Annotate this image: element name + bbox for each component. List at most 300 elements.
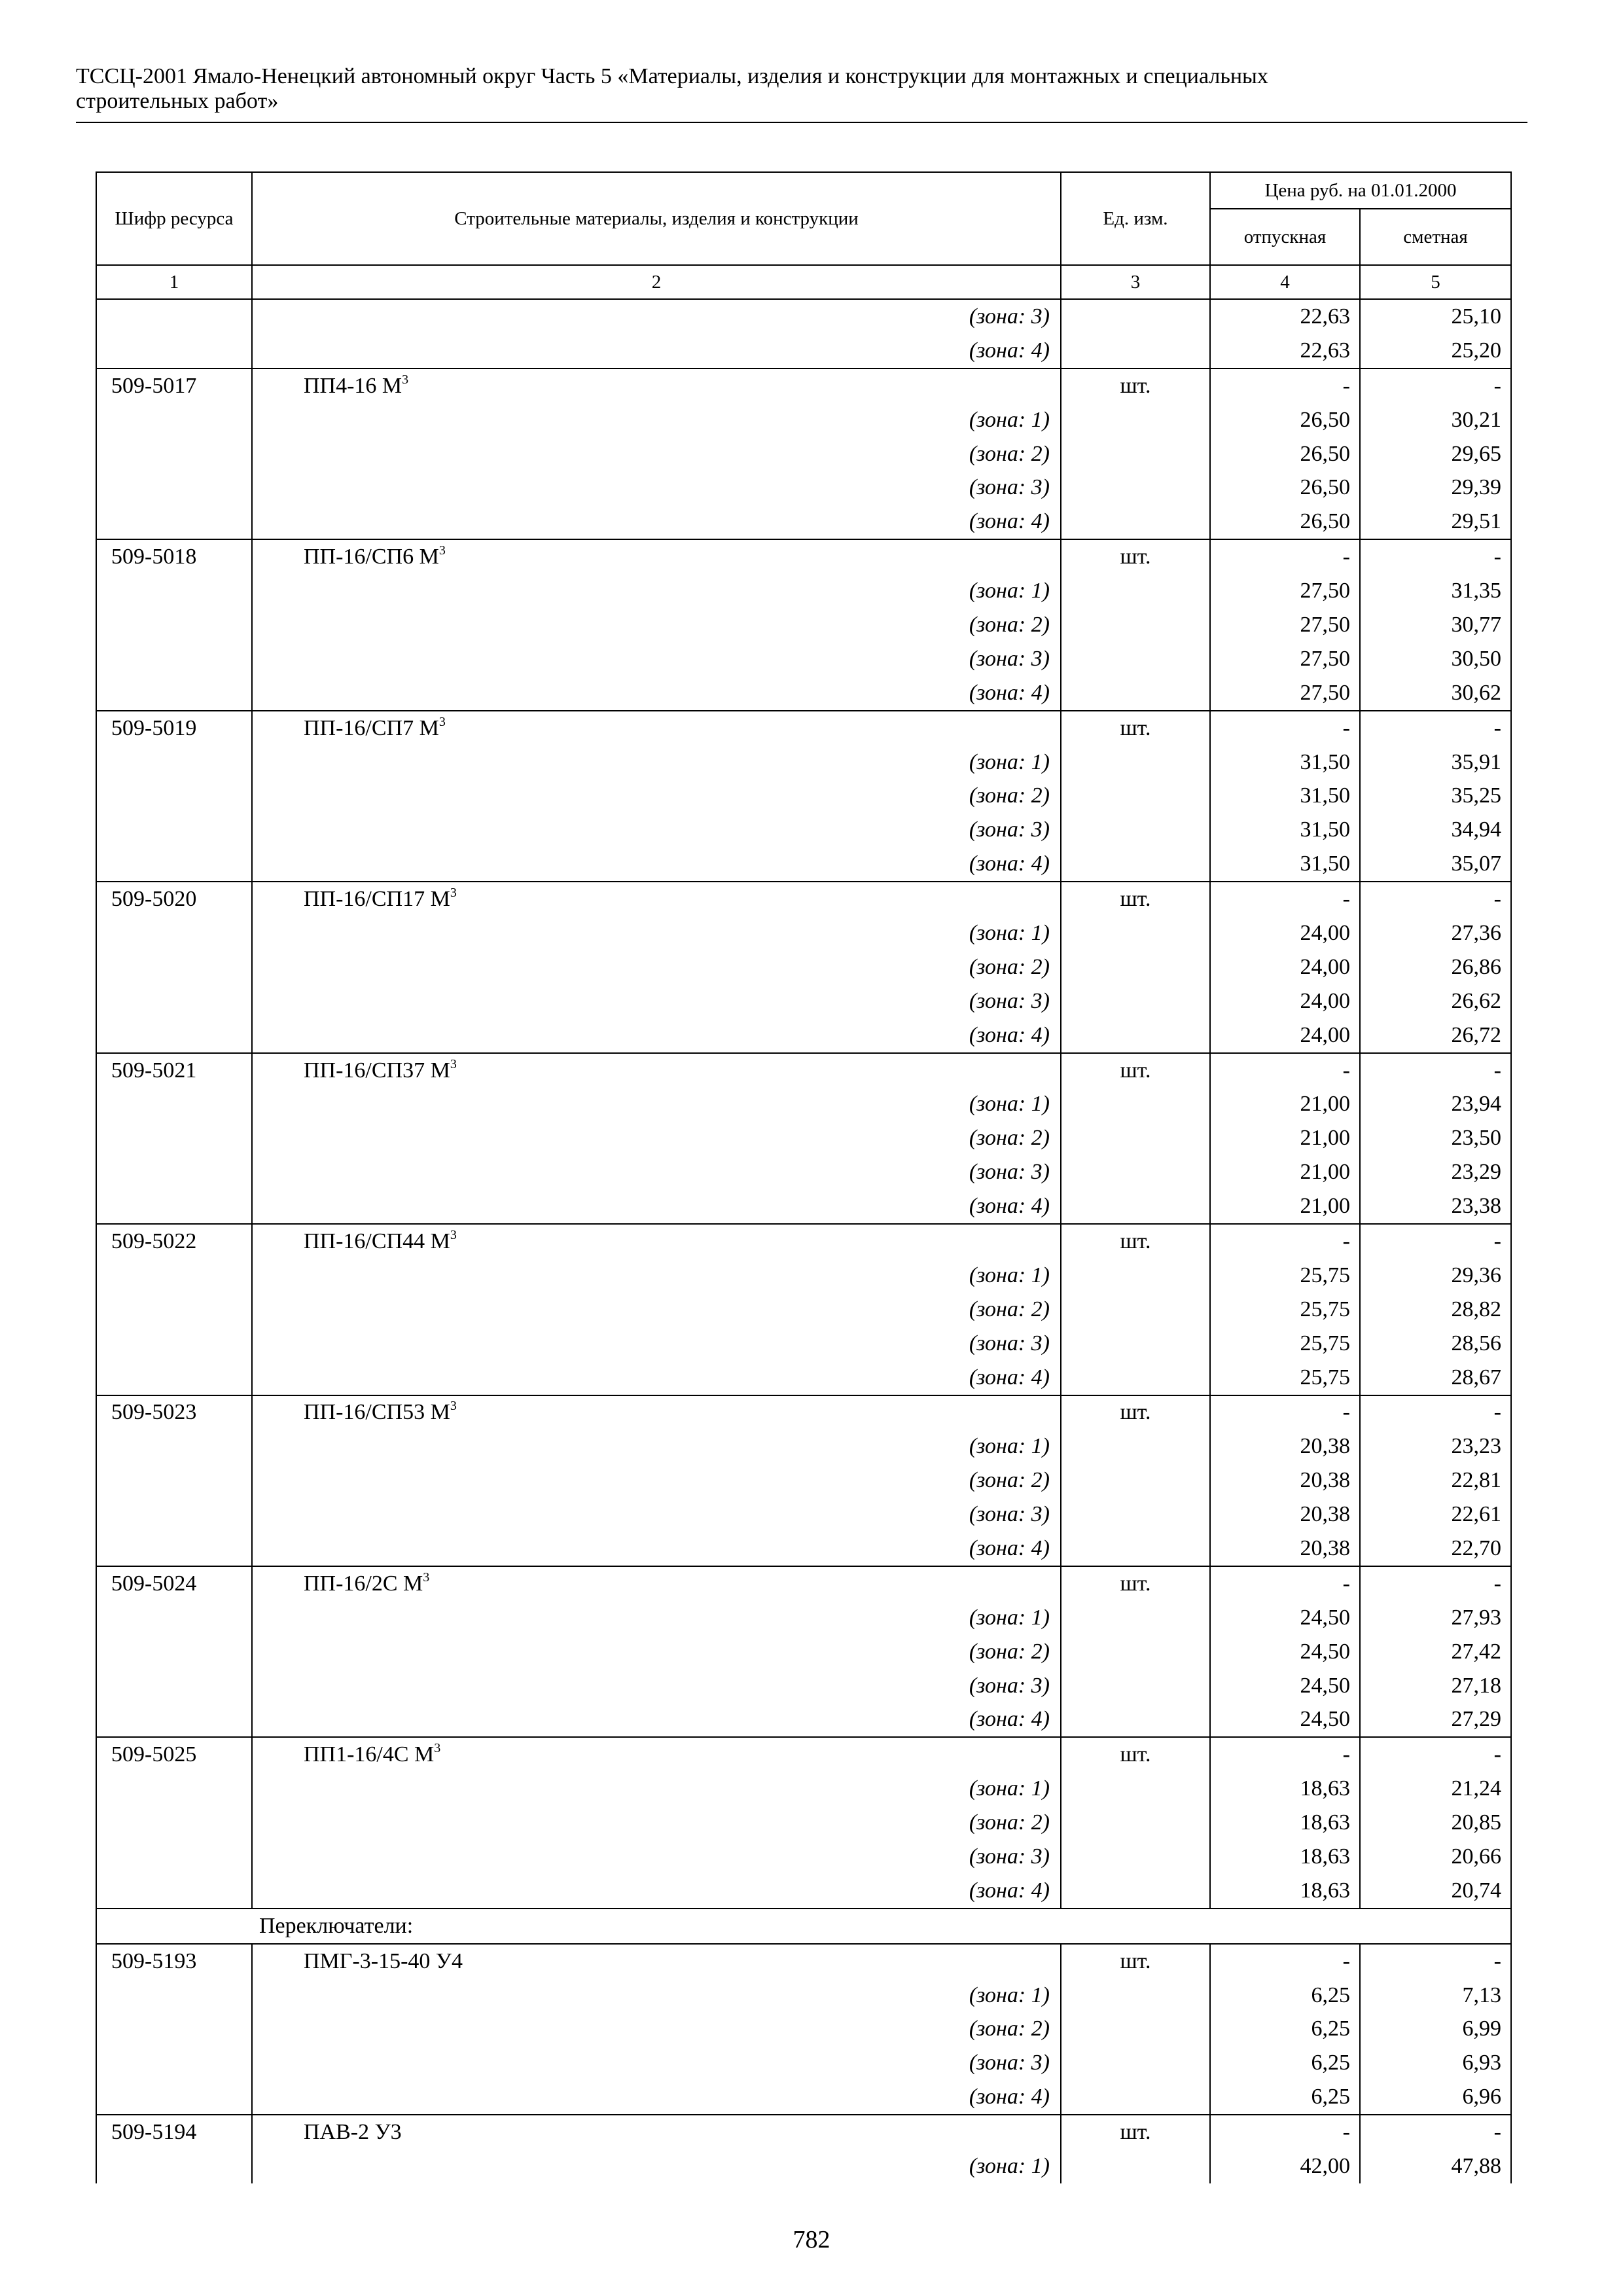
zone-label: (зона: 3) xyxy=(252,1327,1061,1361)
empty-unit-cell xyxy=(1061,1874,1210,1909)
estimate-price: 35,07 xyxy=(1360,847,1511,882)
empty-code-cell xyxy=(96,916,252,950)
release-price: 24,50 xyxy=(1210,1635,1360,1669)
section-row xyxy=(96,1909,1511,1944)
release-price: 20,38 xyxy=(1210,1498,1360,1532)
zone-label: (зона: 4) xyxy=(252,1532,1061,1566)
estimate-price: 27,42 xyxy=(1360,1635,1511,1669)
release-price: 26,50 xyxy=(1210,437,1360,471)
release-price: 18,63 xyxy=(1210,1772,1360,1806)
zone-row xyxy=(96,471,1511,505)
zone-label: (зона: 1) xyxy=(252,1429,1061,1463)
estimate-price: - xyxy=(1360,368,1511,403)
zone-row xyxy=(96,2080,1511,2115)
empty-code-cell xyxy=(96,642,252,676)
zone-row xyxy=(96,299,1511,334)
empty-unit-cell xyxy=(1061,608,1210,642)
zone-row xyxy=(96,1498,1511,1532)
empty-unit-cell xyxy=(1061,471,1210,505)
zone-label: (зона: 3) xyxy=(252,1669,1061,1703)
col-number: 1 xyxy=(96,265,252,299)
empty-unit-cell xyxy=(1061,574,1210,608)
release-price: - xyxy=(1210,1566,1360,1601)
estimate-price: 29,65 xyxy=(1360,437,1511,471)
empty-code-cell xyxy=(96,1806,252,1840)
empty-unit-cell xyxy=(1061,1189,1210,1224)
empty-unit-cell xyxy=(1061,847,1210,882)
unit-superscript: 3 xyxy=(450,886,457,901)
estimate-price: - xyxy=(1360,1737,1511,1772)
zone-label: (зона: 4) xyxy=(252,334,1061,368)
estimate-price: 31,35 xyxy=(1360,574,1511,608)
empty-code-cell xyxy=(96,2013,252,2047)
resource-name-text: ПМГ-3-15-40 У4 xyxy=(304,1948,463,1973)
item-row xyxy=(96,1053,1511,1088)
release-price: 27,50 xyxy=(1210,642,1360,676)
empty-unit-cell xyxy=(1061,1840,1210,1874)
zone-label: (зона: 2) xyxy=(252,1293,1061,1327)
empty-code-cell xyxy=(96,1121,252,1155)
empty-code-cell xyxy=(96,334,252,368)
release-price: 26,50 xyxy=(1210,471,1360,505)
resource-name-text: ПП1-16/4С М xyxy=(304,1742,435,1767)
zone-label: (зона: 1) xyxy=(252,2149,1061,2183)
zone-row xyxy=(96,1361,1511,1395)
resource-name-text: ПП-16/СП6 М xyxy=(304,545,439,569)
zone-row xyxy=(96,745,1511,780)
col-number: 3 xyxy=(1061,265,1210,299)
release-price: 6,25 xyxy=(1210,2080,1360,2115)
resource-name xyxy=(252,1737,1061,1772)
empty-code-cell xyxy=(96,1979,252,2013)
empty-code-cell xyxy=(96,1189,252,1224)
empty-code-cell xyxy=(96,847,252,882)
resource-name xyxy=(252,1224,1061,1259)
estimate-price: 25,10 xyxy=(1360,299,1511,334)
empty-code-cell xyxy=(96,984,252,1018)
empty-code-cell xyxy=(96,1772,252,1806)
zone-row xyxy=(96,847,1511,882)
zone-row xyxy=(96,984,1511,1018)
resource-code: 509-5018 xyxy=(96,539,252,574)
release-price: 20,38 xyxy=(1210,1532,1360,1566)
empty-unit-cell xyxy=(1061,1087,1210,1121)
resource-code: 509-5017 xyxy=(96,368,252,403)
release-price: 25,75 xyxy=(1210,1259,1360,1293)
zone-label: (зона: 1) xyxy=(252,1979,1061,2013)
empty-unit-cell xyxy=(1061,1806,1210,1840)
empty-code-cell xyxy=(96,437,252,471)
zone-label: (зона: 4) xyxy=(252,1874,1061,1909)
zone-row xyxy=(96,608,1511,642)
zone-label: (зона: 4) xyxy=(252,847,1061,882)
empty-unit-cell xyxy=(1061,1293,1210,1327)
release-price: 24,50 xyxy=(1210,1669,1360,1703)
resource-code: 509-5022 xyxy=(96,1224,252,1259)
unit-superscript: 3 xyxy=(450,1056,457,1071)
empty-code-cell xyxy=(96,1293,252,1327)
release-price: 20,38 xyxy=(1210,1429,1360,1463)
release-price: 31,50 xyxy=(1210,813,1360,847)
empty-unit-cell xyxy=(1061,1601,1210,1635)
item-row xyxy=(96,1737,1511,1772)
unit-cell: шт. xyxy=(1061,1053,1210,1088)
resource-code: 509-5019 xyxy=(96,711,252,745)
empty-unit-cell xyxy=(1061,950,1210,984)
resource-name-text: ПП-16/СП7 М xyxy=(304,715,439,740)
estimate-price: 28,82 xyxy=(1360,1293,1511,1327)
zone-label: (зона: 2) xyxy=(252,779,1061,813)
estimate-price: 20,66 xyxy=(1360,1840,1511,1874)
resource-code: 509-5193 xyxy=(96,1944,252,1979)
item-row xyxy=(96,1566,1511,1601)
zone-label: (зона: 4) xyxy=(252,1189,1061,1224)
item-row xyxy=(96,2115,1511,2149)
resource-name xyxy=(252,1944,1061,1979)
unit-superscript: 3 xyxy=(434,1741,441,1756)
empty-unit-cell xyxy=(1061,1772,1210,1806)
zone-label: (зона: 1) xyxy=(252,1772,1061,1806)
empty-unit-cell xyxy=(1061,1532,1210,1566)
release-price: 26,50 xyxy=(1210,403,1360,437)
zone-row xyxy=(96,1601,1511,1635)
zone-label: (зона: 3) xyxy=(252,813,1061,847)
empty-unit-cell xyxy=(1061,1669,1210,1703)
zone-row xyxy=(96,1532,1511,1566)
estimate-price: 23,38 xyxy=(1360,1189,1511,1224)
release-price: 24,50 xyxy=(1210,1703,1360,1738)
empty-code-cell xyxy=(96,1429,252,1463)
zone-row xyxy=(96,403,1511,437)
release-price: 20,38 xyxy=(1210,1463,1360,1498)
item-row xyxy=(96,539,1511,574)
release-price: 18,63 xyxy=(1210,1806,1360,1840)
zone-row xyxy=(96,1979,1511,2013)
col-header-estimate: сметная xyxy=(1360,209,1511,265)
resource-code: 509-5023 xyxy=(96,1395,252,1430)
empty-unit-cell xyxy=(1061,745,1210,780)
zone-label: (зона: 3) xyxy=(252,1840,1061,1874)
zone-row xyxy=(96,1840,1511,1874)
zone-label: (зона: 3) xyxy=(252,2046,1061,2080)
zone-label: (зона: 1) xyxy=(252,745,1061,780)
empty-unit-cell xyxy=(1061,437,1210,471)
estimate-price: 47,88 xyxy=(1360,2149,1511,2183)
empty-code-cell xyxy=(96,299,252,334)
empty-code-cell xyxy=(96,1532,252,1566)
empty-unit-cell xyxy=(1061,779,1210,813)
col-number: 2 xyxy=(252,265,1061,299)
item-row xyxy=(96,1395,1511,1430)
zone-row xyxy=(96,813,1511,847)
zone-label: (зона: 2) xyxy=(252,2013,1061,2047)
zone-row xyxy=(96,676,1511,711)
zone-row xyxy=(96,916,1511,950)
zone-row xyxy=(96,1327,1511,1361)
estimate-price: 27,36 xyxy=(1360,916,1511,950)
empty-unit-cell xyxy=(1061,2080,1210,2115)
empty-code-cell xyxy=(96,1361,252,1395)
resource-code: 509-5024 xyxy=(96,1566,252,1601)
zone-label: (зона: 3) xyxy=(252,984,1061,1018)
zone-label: (зона: 2) xyxy=(252,1121,1061,1155)
zone-label: (зона: 2) xyxy=(252,608,1061,642)
empty-code-cell xyxy=(96,574,252,608)
empty-unit-cell xyxy=(1061,1703,1210,1738)
zone-label: (зона: 2) xyxy=(252,1463,1061,1498)
empty-code-cell xyxy=(96,745,252,780)
zone-label: (зона: 4) xyxy=(252,676,1061,711)
unit-superscript: 3 xyxy=(423,1570,430,1585)
col-number: 5 xyxy=(1360,265,1511,299)
estimate-price: 21,24 xyxy=(1360,1772,1511,1806)
release-price: - xyxy=(1210,2115,1360,2149)
zone-row xyxy=(96,779,1511,813)
estimate-price: 25,20 xyxy=(1360,334,1511,368)
empty-code-cell xyxy=(96,1463,252,1498)
resource-name xyxy=(252,882,1061,916)
unit-cell: шт. xyxy=(1061,1395,1210,1430)
release-price: 25,75 xyxy=(1210,1327,1360,1361)
empty-code-cell xyxy=(96,1874,252,1909)
empty-unit-cell xyxy=(1061,2046,1210,2080)
empty-unit-cell xyxy=(1061,299,1210,334)
estimate-price: 29,36 xyxy=(1360,1259,1511,1293)
empty-unit-cell xyxy=(1061,1498,1210,1532)
zone-label: (зона: 4) xyxy=(252,1703,1061,1738)
release-price: 31,50 xyxy=(1210,847,1360,882)
empty-unit-cell xyxy=(1061,1429,1210,1463)
empty-code-cell xyxy=(96,1635,252,1669)
estimate-price: 30,77 xyxy=(1360,608,1511,642)
estimate-price: 6,96 xyxy=(1360,2080,1511,2115)
estimate-price: - xyxy=(1360,1224,1511,1259)
empty-unit-cell xyxy=(1061,334,1210,368)
zone-row xyxy=(96,2013,1511,2047)
release-price: 6,25 xyxy=(1210,2013,1360,2047)
zone-row xyxy=(96,1189,1511,1224)
estimate-price: 28,67 xyxy=(1360,1361,1511,1395)
release-price: 21,00 xyxy=(1210,1155,1360,1189)
zone-row xyxy=(96,574,1511,608)
empty-code-cell xyxy=(96,950,252,984)
empty-code-cell xyxy=(96,1669,252,1703)
unit-superscript: 3 xyxy=(438,543,446,558)
release-price: 18,63 xyxy=(1210,1874,1360,1909)
section-title: Переключатели: xyxy=(96,1909,1511,1944)
zone-label: (зона: 2) xyxy=(252,950,1061,984)
empty-code-cell xyxy=(96,1155,252,1189)
empty-code-cell xyxy=(96,471,252,505)
estimate-price: - xyxy=(1360,1944,1511,1979)
release-price: 24,00 xyxy=(1210,950,1360,984)
release-price: 21,00 xyxy=(1210,1087,1360,1121)
release-price: 18,63 xyxy=(1210,1840,1360,1874)
unit-superscript: 3 xyxy=(402,372,409,387)
zone-label: (зона: 4) xyxy=(252,505,1061,539)
resource-name-text: ПП-16/СП17 М xyxy=(304,887,450,912)
resource-name-text: ПП4-16 М xyxy=(304,373,402,398)
zone-row xyxy=(96,950,1511,984)
empty-code-cell xyxy=(96,1259,252,1293)
zone-label: (зона: 4) xyxy=(252,2080,1061,2115)
resource-name xyxy=(252,539,1061,574)
empty-code-cell xyxy=(96,676,252,711)
zone-label: (зона: 1) xyxy=(252,1601,1061,1635)
unit-superscript: 3 xyxy=(450,1399,457,1414)
resource-name-text: ПП-16/СП53 М xyxy=(304,1400,450,1425)
empty-unit-cell xyxy=(1061,1121,1210,1155)
zone-row xyxy=(96,1669,1511,1703)
estimate-price: 29,39 xyxy=(1360,471,1511,505)
estimate-price: 27,18 xyxy=(1360,1669,1511,1703)
zone-label: (зона: 2) xyxy=(252,437,1061,471)
empty-unit-cell xyxy=(1061,984,1210,1018)
resource-name xyxy=(252,1053,1061,1088)
empty-unit-cell xyxy=(1061,1979,1210,2013)
page-number: 782 xyxy=(793,2226,830,2253)
empty-unit-cell xyxy=(1061,1018,1210,1053)
zone-row xyxy=(96,1703,1511,1738)
resource-name-text: ПАВ-2 У3 xyxy=(304,2120,402,2145)
release-price: - xyxy=(1210,368,1360,403)
unit-cell: шт. xyxy=(1061,539,1210,574)
estimate-price: 26,72 xyxy=(1360,1018,1511,1053)
resource-name-text: ПП-16/2С М xyxy=(304,1571,423,1596)
release-price: 31,50 xyxy=(1210,779,1360,813)
empty-code-cell xyxy=(96,1601,252,1635)
estimate-price: 29,51 xyxy=(1360,505,1511,539)
zone-row xyxy=(96,1259,1511,1293)
resource-name xyxy=(252,711,1061,745)
release-price: 24,00 xyxy=(1210,916,1360,950)
empty-unit-cell xyxy=(1061,505,1210,539)
resource-code: 509-5025 xyxy=(96,1737,252,1772)
estimate-price: 22,81 xyxy=(1360,1463,1511,1498)
empty-unit-cell xyxy=(1061,916,1210,950)
document-header xyxy=(76,64,1529,114)
empty-code-cell xyxy=(96,1327,252,1361)
empty-unit-cell xyxy=(1061,2149,1210,2183)
estimate-price: 20,74 xyxy=(1360,1874,1511,1909)
zone-label: (зона: 3) xyxy=(252,471,1061,505)
zone-label: (зона: 1) xyxy=(252,574,1061,608)
header-line-1: ТССЦ-2001 Ямало-Ненецкий автономный округ Часть 5 «Материалы, изделия и конструкции для монтажных и специальных xyxy=(76,64,1268,88)
estimate-price: 30,21 xyxy=(1360,403,1511,437)
estimate-price: 6,99 xyxy=(1360,2013,1511,2047)
zone-row xyxy=(96,1293,1511,1327)
estimate-price: 26,86 xyxy=(1360,950,1511,984)
zone-row xyxy=(96,642,1511,676)
zone-label: (зона: 3) xyxy=(252,1155,1061,1189)
unit-superscript: 3 xyxy=(450,1227,457,1242)
estimate-price: 27,29 xyxy=(1360,1703,1511,1738)
empty-unit-cell xyxy=(1061,403,1210,437)
release-price: 22,63 xyxy=(1210,334,1360,368)
estimate-price: 28,56 xyxy=(1360,1327,1511,1361)
unit-cell: шт. xyxy=(1061,368,1210,403)
unit-cell: шт. xyxy=(1061,1224,1210,1259)
release-price: 27,50 xyxy=(1210,676,1360,711)
resource-code: 509-5194 xyxy=(96,2115,252,2149)
estimate-price: 30,50 xyxy=(1360,642,1511,676)
zone-label: (зона: 3) xyxy=(252,1498,1061,1532)
col-number: 4 xyxy=(1210,265,1360,299)
header-rule xyxy=(76,122,1527,123)
release-price: 25,75 xyxy=(1210,1361,1360,1395)
estimate-price: 26,62 xyxy=(1360,984,1511,1018)
estimate-price: - xyxy=(1360,2115,1511,2149)
release-price: 24,50 xyxy=(1210,1601,1360,1635)
zone-label: (зона: 2) xyxy=(252,1806,1061,1840)
zone-label: (зона: 1) xyxy=(252,1259,1061,1293)
empty-unit-cell xyxy=(1061,1635,1210,1669)
zone-row xyxy=(96,1772,1511,1806)
empty-unit-cell xyxy=(1061,813,1210,847)
resource-name-text: ПП-16/СП37 М xyxy=(304,1058,450,1083)
zone-row xyxy=(96,2046,1511,2080)
item-row xyxy=(96,711,1511,745)
empty-code-cell xyxy=(96,403,252,437)
release-price: - xyxy=(1210,882,1360,916)
table-body xyxy=(96,299,1511,2183)
zone-label: (зона: 4) xyxy=(252,1361,1061,1395)
zone-row xyxy=(96,2149,1511,2183)
resource-name xyxy=(252,1566,1061,1601)
zone-label: (зона: 3) xyxy=(252,642,1061,676)
zone-row xyxy=(96,1806,1511,1840)
col-header-unit: Ед. изм. xyxy=(1061,172,1210,265)
release-price: 25,75 xyxy=(1210,1293,1360,1327)
unit-cell: шт. xyxy=(1061,882,1210,916)
empty-unit-cell xyxy=(1061,2013,1210,2047)
release-price: 42,00 xyxy=(1210,2149,1360,2183)
estimate-price: - xyxy=(1360,882,1511,916)
zone-row xyxy=(96,437,1511,471)
release-price: - xyxy=(1210,1224,1360,1259)
zone-row xyxy=(96,1429,1511,1463)
resource-name-text: ПП-16/СП44 М xyxy=(304,1229,450,1253)
estimate-price: 6,93 xyxy=(1360,2046,1511,2080)
release-price: - xyxy=(1210,1944,1360,1979)
empty-unit-cell xyxy=(1061,1155,1210,1189)
estimate-price: - xyxy=(1360,1395,1511,1430)
empty-unit-cell xyxy=(1061,676,1210,711)
zone-label: (зона: 1) xyxy=(252,403,1061,437)
empty-code-cell xyxy=(96,813,252,847)
resource-name xyxy=(252,1395,1061,1430)
unit-cell: шт. xyxy=(1061,1944,1210,1979)
unit-cell: шт. xyxy=(1061,1566,1210,1601)
estimate-price: 27,93 xyxy=(1360,1601,1511,1635)
unit-superscript: 3 xyxy=(438,714,446,729)
empty-code-cell xyxy=(96,1087,252,1121)
estimate-price: 23,50 xyxy=(1360,1121,1511,1155)
unit-cell: шт. xyxy=(1061,711,1210,745)
header-line-2: строительных работ» xyxy=(76,89,279,113)
resource-code: 509-5020 xyxy=(96,882,252,916)
unit-cell: шт. xyxy=(1061,2115,1210,2149)
resource-code: 509-5021 xyxy=(96,1053,252,1088)
release-price: 24,00 xyxy=(1210,984,1360,1018)
empty-code-cell xyxy=(96,779,252,813)
zone-row xyxy=(96,505,1511,539)
estimate-price: 35,25 xyxy=(1360,779,1511,813)
zone-label: (зона: 2) xyxy=(252,1635,1061,1669)
empty-unit-cell xyxy=(1061,1463,1210,1498)
empty-unit-cell xyxy=(1061,1361,1210,1395)
zone-row xyxy=(96,1121,1511,1155)
